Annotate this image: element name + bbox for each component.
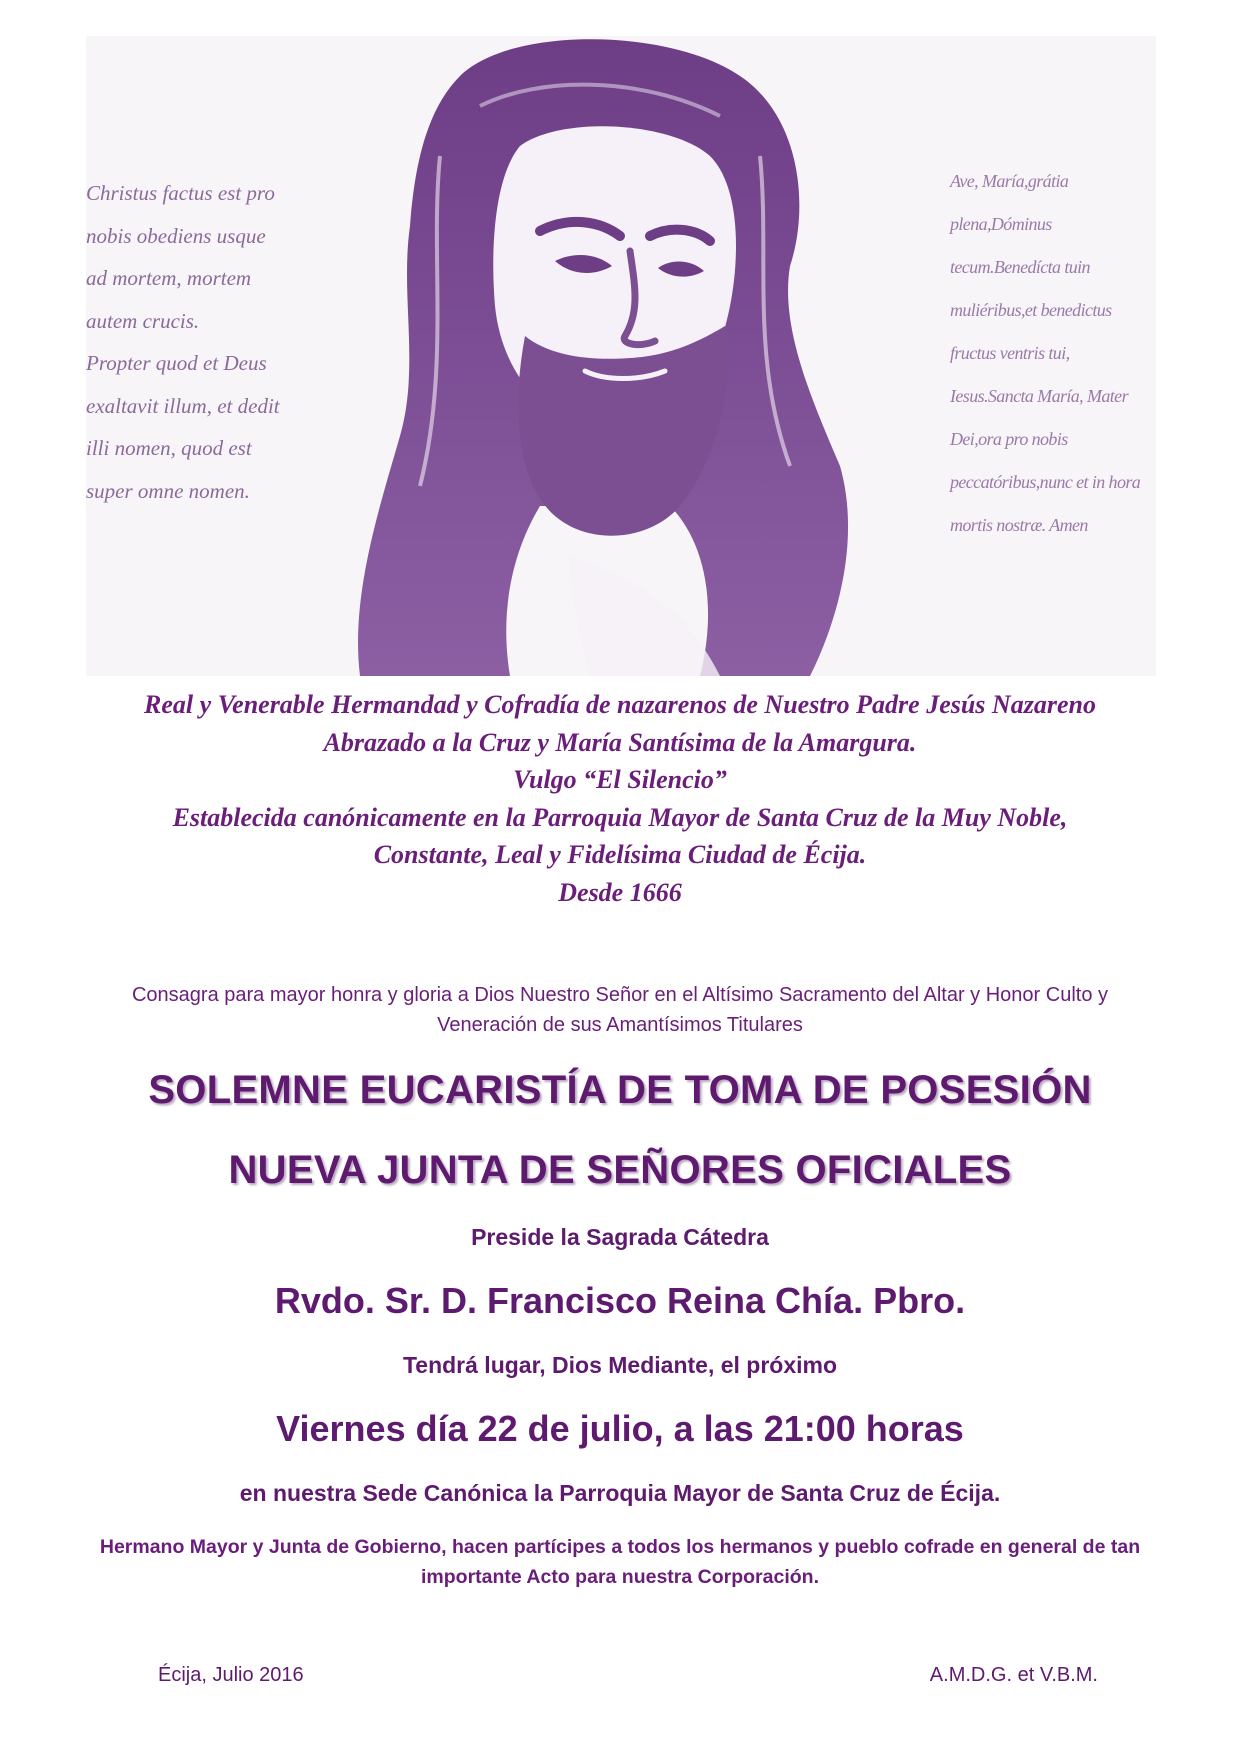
place-date: Écija, Julio 2016 <box>158 1664 304 1686</box>
brotherhood-name <box>60 686 1180 911</box>
latin-right-line: Dei,ora pro nobis <box>950 429 1068 449</box>
latin-right-line: mortis nostræ. Amen <box>950 515 1088 535</box>
latin-left-line: super omne nomen. <box>86 478 250 503</box>
latin-right-line: muliéribus,et benedictus <box>950 300 1112 320</box>
brotherhood-line: Abrazado a la Cruz y María Santísima de la Amargura. <box>323 727 917 757</box>
invitation-text: Hermano Mayor y Junta de Gobierno, hacen partícipes a todos los hermanos y pueblo cofrade en general de tan importante Acto para nuestra Corporación. <box>99 1536 1141 1588</box>
event-date: Viernes día 22 de julio, a las 21:00 horas <box>276 1408 964 1449</box>
announcement-label: Tendrá lugar, Dios Mediante, el próximo <box>402 1352 838 1378</box>
latin-right-line: tecum.Benedícta tuin <box>950 257 1090 277</box>
latin-right-line: Iesus.Sancta María, Mater <box>950 386 1128 406</box>
brotherhood-line: Establecida canónicamente en la Parroquia Mayor de Santa Cruz de la Muy Noble, <box>172 802 1068 832</box>
brotherhood-line: Real y Venerable Hermandad y Cofradía de nazarenos de Nuestro Padre Jesús Nazareno <box>144 690 1096 719</box>
latin-left-line: illi nomen, quod est <box>86 436 252 460</box>
event-title-line-1: SOLEMNE EUCARISTÍA DE TOMA DE POSESIÓN <box>148 1068 1092 1112</box>
brotherhood-line: Desde 1666 <box>558 877 682 907</box>
latin-right-line: plena,Dóminus <box>950 214 1052 234</box>
latin-left-line: nobis obediens usque <box>86 223 266 248</box>
latin-right-line: fructus ventris tui, <box>950 343 1070 363</box>
consecration-text: Consagra para mayor honra y gloria a Dios Nuestro Señor en el Altísimo Sacramento del Altar y Honor Culto y Veneración de sus Amantísimos Titulares <box>131 984 1109 1036</box>
brotherhood-line: Constante, Leal y Fidelísima Ciudad de Écija. <box>373 840 867 869</box>
latin-prayer-left <box>86 172 326 512</box>
latin-right-line: peccatóribus,nunc et in hora <box>950 472 1141 492</box>
priest-name: Rvdo. Sr. D. Francisco Reina Chía. Pbro. <box>274 1280 966 1321</box>
latin-left-line: Christus factus est pro <box>86 181 275 205</box>
christ-portrait-icon <box>340 36 860 676</box>
event-venue: en nuestra Sede Canónica la Parroquia Mayor de Santa Cruz de Écija. <box>239 1480 1001 1506</box>
brotherhood-line: Vulgo “El Silencio” <box>513 765 727 794</box>
motto-abbreviation: A.M.D.G. et V.B.M. <box>929 1664 1098 1686</box>
event-title-line-2: NUEVA JUNTA DE SEÑORES OFICIALES <box>228 1148 1012 1192</box>
latin-prayer-right <box>950 160 1190 547</box>
preside-label: Preside la Sagrada Cátedra <box>471 1224 769 1250</box>
latin-right-line: Ave, María,grátia <box>950 171 1069 191</box>
latin-left-line: Propter quod et Deus <box>86 351 267 375</box>
latin-left-line: autem crucis. <box>86 308 200 333</box>
latin-left-line: exaltavit illum, et dedit <box>86 393 280 418</box>
latin-left-line: ad mortem, mortem <box>86 266 252 290</box>
